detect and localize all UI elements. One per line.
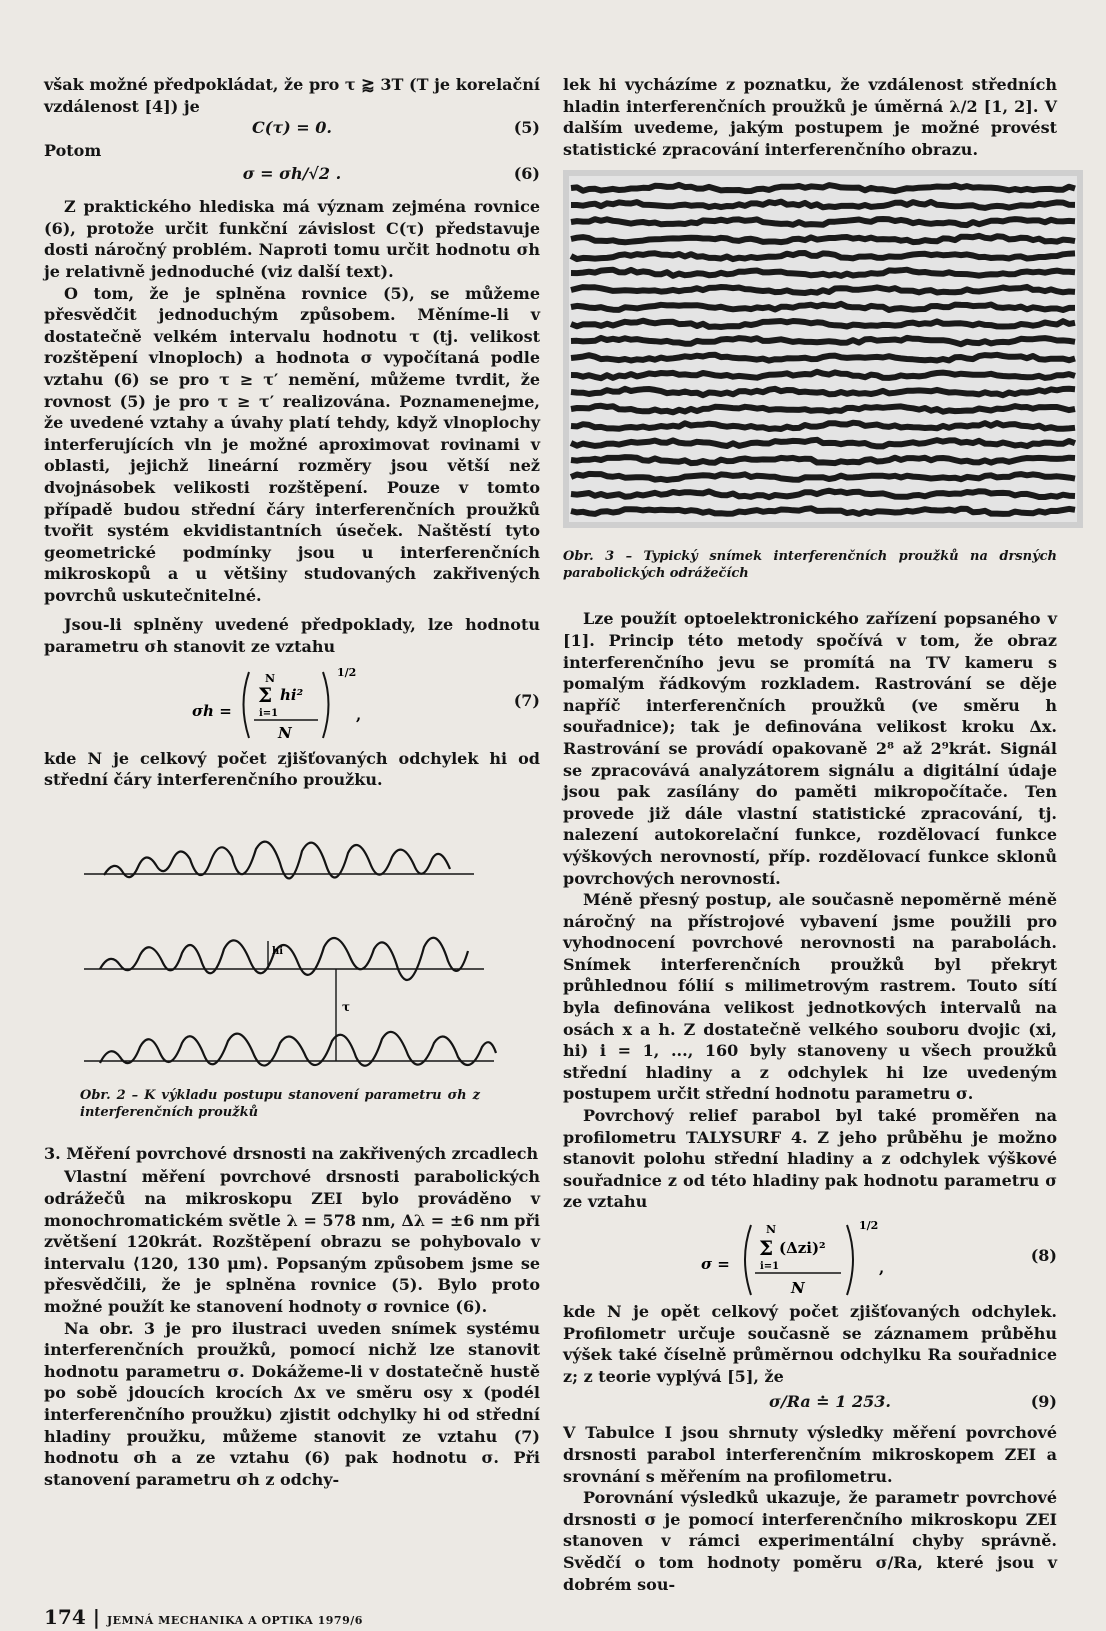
equation-8-lhs: σ = <box>701 1255 730 1273</box>
right-para-4: Povrchový relief parabol byl také proměřen na profilometru TALYSURF 4. Z jeho průběhu je možno stanovit polohu střední hladiny a z odchylek výškové souřadnice z od této hladiny pak hodnotu parametru σ ze vztahu <box>563 1106 1057 1212</box>
equation-8-den: N <box>791 1279 805 1297</box>
right-para-6: V Tabulce I jsou shrnuty výsledky měření povrchové drsnosti parabol interferenčním mikroskopem ZEI a srovnání s měřením na profilometru. <box>563 1423 1057 1486</box>
equation-5-number: (5) <box>513 118 540 138</box>
equation-7-top: N <box>265 671 276 685</box>
equation-7-index: i=1 <box>259 707 279 719</box>
equation-5 <box>44 117 540 140</box>
left-para-1: však možné předpokládat, že pro τ ⪆ 3T (T je korelační vzdálenost [4]) je <box>44 75 541 116</box>
fig2-curve-1 <box>104 841 450 878</box>
equation-6-expr: σ = σh/√2 . <box>242 164 342 184</box>
photo-field <box>569 176 1077 522</box>
fig2-label-h: hi <box>272 945 284 957</box>
equation-7-term: hi² <box>280 685 304 704</box>
equation-8-index: i=1 <box>760 1261 780 1272</box>
equation-7-power: 1/2 <box>337 665 357 679</box>
right-para-2: Lze použít optoelektronického zařízení popsaného v [1]. Princip této metody spočívá v tom, že obraz interferenčního jevu se promítá na TV kameru s pomalým řádkovým rozkladem. Rastrování se děje napříč interferenčních proužků (ve směru h souřadnice); tak je definována velikost kroku Δx. Rastrování se provádí opakovaně 2⁸ až 2⁹krát. Signál se zpracovává analyzátorem signálu a digitální údaje jsou pak zasílány do paměti mikropočítače. Ten provede již dále vlastní statistické zpracování, tj. nalezení autokorelační funkce, rozdělovací funkce výškových nerovností, příp. rozdělovací funkce sklonů povrchových nerovností. <box>563 609 1057 888</box>
page-footer <box>44 1605 363 1629</box>
fringe-line <box>571 474 1075 480</box>
figure-2 <box>44 829 540 1069</box>
potom-label: Potom <box>44 141 102 161</box>
left-para-7: Na obr. 3 je pro ilustraci uveden snímek systému interferenčních proužků, pomocí nichž lze stanovit hodnotu parametru σ. Dokážeme-li v dostatečně hustě po sobě jdoucích krocích Δx ve směru osy x (podél interferenčního proužku) zjistit odchylky hi od střední hladiny proužku, můžeme stanovit ze vztahu (7) hodnotu σh a ze vztahu (6) pak hodnotu σ. Při stanovení parametru σh z odchy- <box>44 1318 540 1489</box>
right-para-1: lek hi vycházíme z poznatku, že vzdálenost středních hladin interferenčních proužků je úměrná λ/2 [1, 2]. V dalším uvedeme, jakým postupem je možné provést statistické zpracování interferenčního obrazu. <box>563 75 1057 159</box>
journal-name: JEMNÁ MECHANIKA A OPTIKA 1979/6 <box>106 1614 363 1627</box>
equation-6-number: (6) <box>513 164 540 184</box>
right-para-5: kde N je opět celkový počet zjišťovaných odchylek. Profilometr určuje současně se záznamem průběhu výšek také číselně průměrnou odchylku Ra souřadnice z; z teorie vyplývá [5], že <box>563 1302 1057 1386</box>
equation-7-comma: , <box>356 705 362 724</box>
fig2-curve-2 <box>100 938 468 980</box>
figure-3-caption: Obr. 3 – Typický snímek interferenčních proužků na drsných parabolických odrážečích <box>563 549 1057 582</box>
equation-7 <box>44 658 540 744</box>
equation-9 <box>563 1391 1057 1414</box>
equation-7-sum: Σ <box>258 682 273 707</box>
fringe-line <box>571 185 1075 191</box>
left-para-2: Z praktického hlediska má význam zejména rovnice (6), protože určit funkční závislost C(τ) představuje dosti náročný problém. Naproti tomu určit hodnotu σh je relativně jednoduché (viz další text). <box>44 197 540 281</box>
left-para-4: Jsou-li splněny uvedené předpoklady, lze hodnotu parametru σh stanovit ze vztahu <box>44 615 540 657</box>
figure-2-caption: Obr. 2 – K výkladu postupu stanovení parametru σh z interferenčních proužků <box>80 1087 480 1120</box>
equation-6 <box>44 163 540 186</box>
equation-8-power: 1/2 <box>859 1219 879 1232</box>
equation-5-expr: C(τ) = 0. <box>252 118 332 138</box>
left-para-5: kde N je celkový počet zjišťovaných odchylek hi od střední čáry interferenčního proužku. <box>44 748 540 790</box>
potom-row <box>44 140 540 163</box>
equation-8-comma: , <box>879 1259 885 1277</box>
equation-9-number: (9) <box>1030 1392 1057 1412</box>
equation-7-den: N <box>278 723 292 742</box>
right-para-7: Porovnání výsledků ukazuje, že parametr povrchové drsnosti σ je pomocí interferenčního mikroskopu ZEI stanoven v rámci experimentální chyby správně. Svědčí o tom hodnoty poměru σ/Ra, které jsou v dobrém sou- <box>563 1488 1057 1594</box>
equation-8-term: (Δzi)² <box>779 1239 826 1257</box>
section-heading: 3. Měření povrchové drsnosti na zakřivených zrcadlech <box>44 1143 539 1163</box>
equation-8-top: N <box>766 1223 777 1236</box>
footer-separator: | <box>92 1605 100 1629</box>
equation-8-sum: Σ <box>759 1236 774 1260</box>
left-para-6: Vlastní měření povrchové drsnosti parabolických odrážečů na mikroskopu ZEI bylo prováděno v monochromatickém světle λ = 578 nm, Δλ = ±6 nm při zvětšení 120krát. Rozštěpení obrazu se pohybovalo v intervalu ⟨120, 130 μm⟩. Popsaným způsobem jsme se přesvědčili, že je splněna rovnice (5). Bylo proto možné použít ke stanovení hodnoty σ rovnice (6). <box>44 1167 540 1316</box>
equation-8 <box>563 1213 1057 1301</box>
left-column <box>44 74 540 1490</box>
figure-3-photo <box>563 170 1083 528</box>
equation-8-number: (8) <box>1030 1246 1057 1265</box>
equation-9-expr: σ/Ra ≐ 1 253. <box>769 1392 891 1412</box>
right-para-3: Méně přesný postup, ale současně nepoměrně méně náročný na přístrojové vybavení jsme použili pro vyhodnocení povrchové nerovnosti na parabolách. Snímek interferenčních proužků byl překryt průhlednou fólií s milimetrovým rastrem. Touto sítí byla definována velikost jednotkových intervalů na osách x a h. Z dostatečně velkého souboru dvojic (xi, hi) i = 1, ..., 160 byly stanoveny u všech proužků střední hladiny a z odchylek hi lze uvedeným postupem určit střední hodnotu parametru σ. <box>563 890 1057 1104</box>
equation-7-number: (7) <box>513 690 540 710</box>
right-column <box>563 74 1057 1595</box>
page-number: 174 <box>44 1605 86 1629</box>
fig2-label-tau: τ <box>342 999 351 1014</box>
equation-7-lhs: σh = <box>192 701 232 720</box>
left-para-3: O tom, že je splněna rovnice (5), se můžeme přesvědčit jednoduchým způsobem. Měníme-li v dostatečně velkém intervalu hodnotu τ (tj. velikost rozštěpení vlnoploch) a hodnota σ vypočítaná podle vztahu (6) se pro τ ≥ τ′ nemění, můžeme tvrdit, že rovnost (5) je pro τ ≥ τ′ realizována. Poznamenejme, že uvedené vztahy a úvahy platí tehdy, když vlnoplochy interferujících vln je možné aproximovat rovinami v oblasti, jejichž lineární rozměry jsou větší než dvojnásobek velikosti rozštěpení. Pouze v tomto případě budou střední čáry interferenčních proužků tvořit systém ekvidistantních úseček. Naštěstí tyto geometrické podmínky jsou u interferenčních mikroskopů a u většiny studovaných zakřivených povrchů uskutečnitelné. <box>44 283 540 605</box>
